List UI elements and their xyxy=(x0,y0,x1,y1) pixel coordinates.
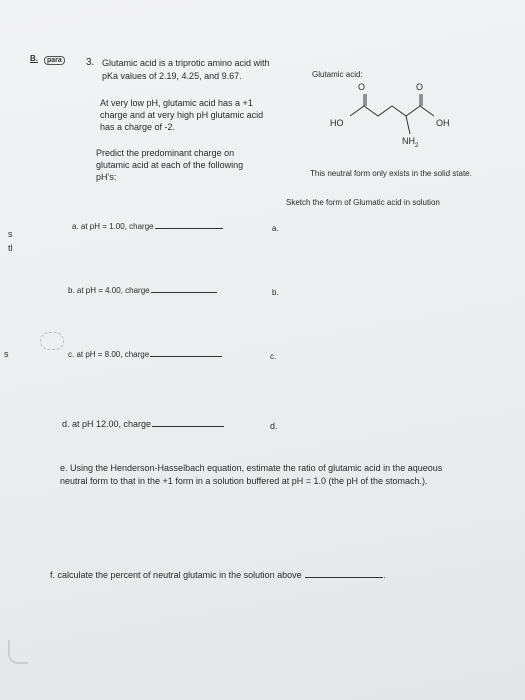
part-b-answer-label: b. xyxy=(272,288,279,297)
part-a-answer-label: a. xyxy=(272,224,279,233)
part-d-answer-label: d. xyxy=(270,421,278,431)
answer-blank-a[interactable] xyxy=(155,227,223,229)
charge-line-3: has a charge of -2. xyxy=(100,122,176,132)
intro-line-1: Glutamic acid is a triprotic amino acid with xyxy=(102,58,270,68)
answer-blank-b[interactable] xyxy=(151,291,217,293)
margin-s-1: s xyxy=(8,229,13,239)
part-a: a. at pH = 1.00, charge xyxy=(72,222,223,232)
section-label: B. xyxy=(30,54,38,63)
charge-line-1: At very low pH, glutamic acid has a +1 xyxy=(100,98,253,108)
glutamic-acid-structure xyxy=(320,82,470,163)
answer-blank-c[interactable] xyxy=(150,355,222,357)
sketch-prompt: Sketch the form of Glumatic acid in solution xyxy=(286,198,440,207)
predict-line-3: pH’s: xyxy=(96,172,117,182)
part-c-answer-label: c. xyxy=(270,352,277,361)
question-number: 3. xyxy=(86,57,95,68)
part-b: b. at pH = 4.00, charge xyxy=(68,286,217,296)
part-e-line-1: e. Using the Henderson-Hasselbach equation, estimate the ratio of glutamic acid in the aqueous xyxy=(60,463,443,473)
predict-line-2: glutamic acid at each of the following xyxy=(96,160,244,170)
part-c: c. at pH = 8.00, charge xyxy=(68,350,222,360)
neutral-form-note: This neutral form only exists in the solid state. xyxy=(310,169,472,178)
part-e-line-2: neutral form to that in the +1 form in a solution buffered at pH = 1.0 (the pH of the stomach.). xyxy=(60,476,428,486)
carbonyl-o-left: O xyxy=(358,82,366,92)
answer-blank-d[interactable] xyxy=(152,425,224,427)
part-f: f. calculate the percent of neutral glutamic in the solution above . xyxy=(50,570,386,580)
charge-line-2: charge and at very high pH glutamic acid xyxy=(100,110,264,120)
structure-title: Glutamic acid: xyxy=(312,70,363,79)
ho-group: HO xyxy=(330,118,344,128)
amine-group: $NH_2$ xyxy=(402,136,419,149)
carbonyl-o-right: O xyxy=(416,82,424,92)
part-d: d. at pH 12.00, charge xyxy=(62,419,224,430)
oh-group: OH xyxy=(436,118,450,128)
margin-s-2: s xyxy=(4,349,9,359)
predict-line-1: Predict the predominant charge on xyxy=(96,148,235,158)
binder-hook xyxy=(8,640,28,664)
intro-line-2: pKa values of 2.19, 4.25, and 9.67. xyxy=(102,71,242,81)
pen-smudge xyxy=(40,332,64,350)
margin-tl: tl xyxy=(8,243,13,253)
answer-blank-f[interactable] xyxy=(305,576,383,578)
para-badge: para xyxy=(44,56,65,65)
